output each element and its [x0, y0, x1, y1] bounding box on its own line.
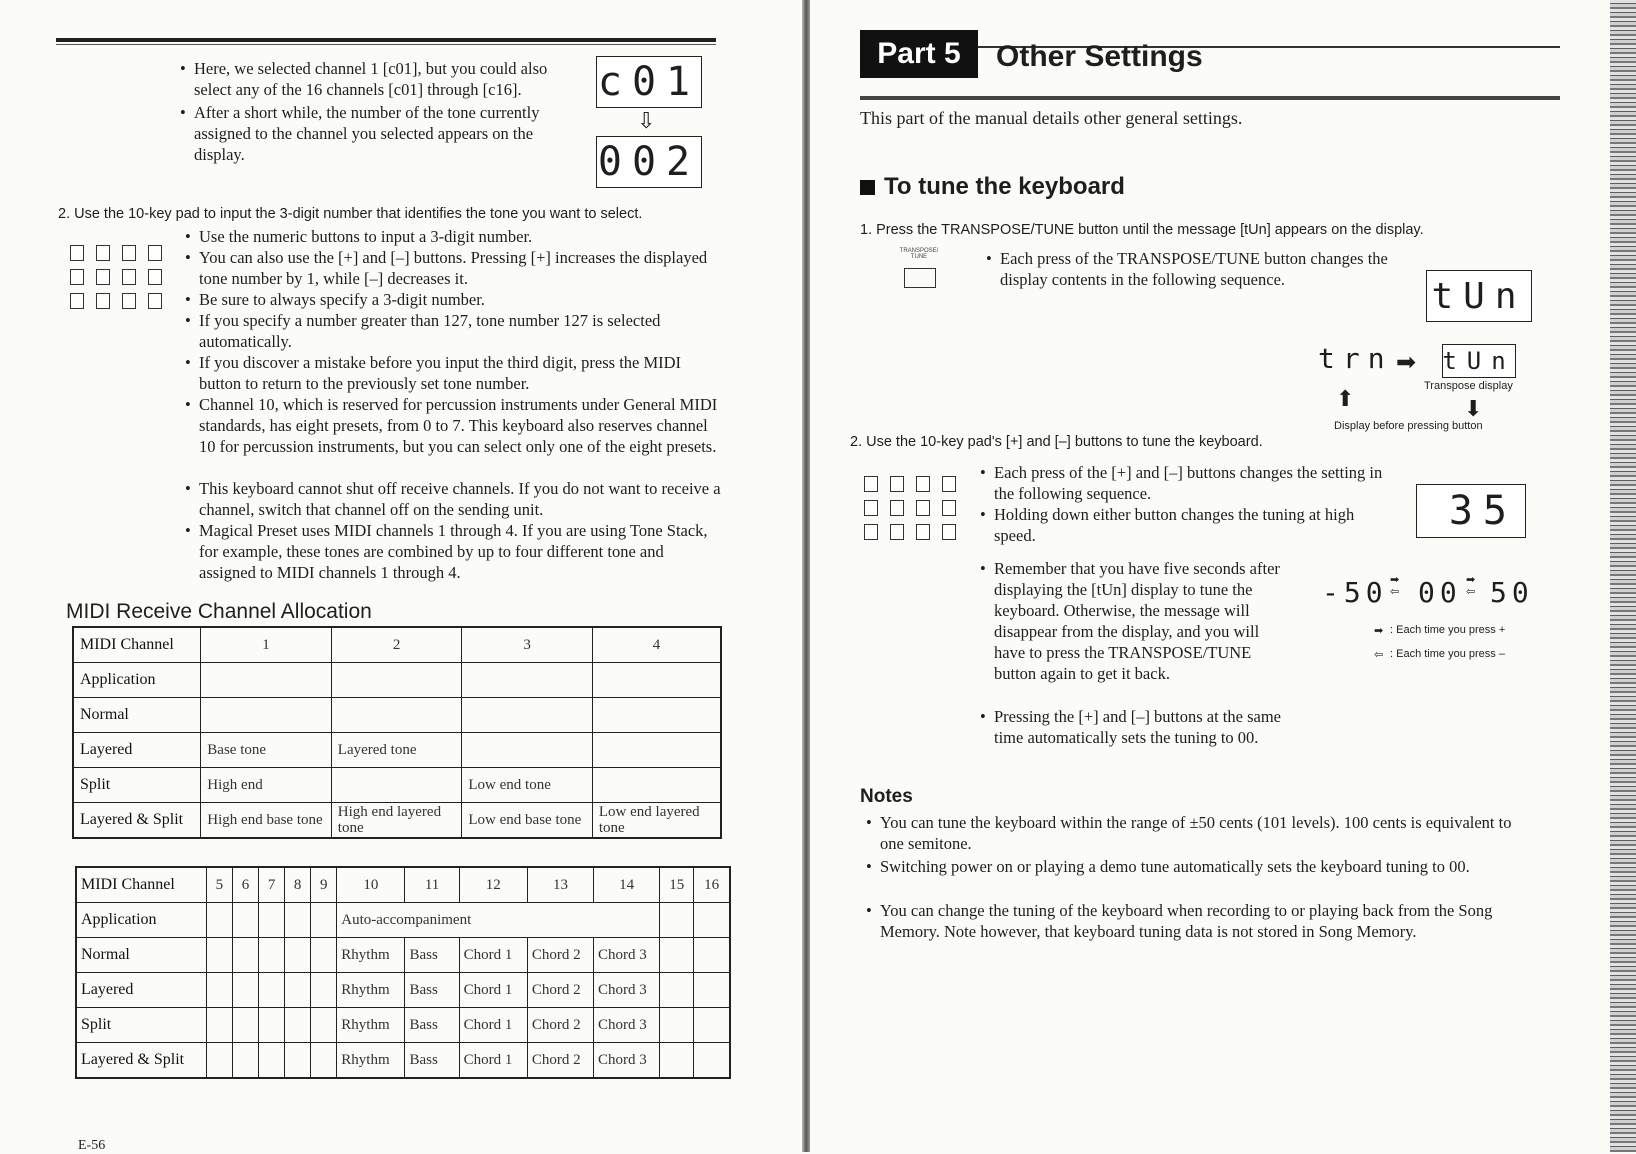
sequence-trn: trn [1318, 342, 1393, 375]
note-power-on: • Switching power on or playing a demo tune automatically sets the keyboard tuning to 00. [880, 856, 1520, 877]
notes-title: Notes [860, 786, 913, 807]
table-title: MIDI Receive Channel Allocation [66, 600, 372, 623]
header-bottom-rule [860, 96, 1560, 100]
intro-text: This part of the manual details other general settings. [860, 108, 1243, 128]
table-row: Normal [73, 698, 721, 733]
book-spine [802, 0, 810, 1152]
midi-table-channels-1-4 [72, 626, 722, 839]
sequence-00: 00 [1418, 576, 1462, 609]
table-row: Application [73, 663, 721, 698]
ten-key-pad-icon [864, 476, 958, 542]
part-title: Other Settings [996, 40, 1203, 73]
transpose-tune-button[interactable] [904, 268, 936, 288]
transpose-tune-button-label: TRANSPOSE/ TUNE [899, 248, 939, 260]
midi-table-channels-5-16 [75, 866, 731, 1079]
top-rule-thin [56, 44, 716, 45]
bullet-tone-appears: • After a short while, the number of the tone currently assigned to the channel you selected appears on the display. [194, 102, 586, 165]
lcd-tun-display: tUn [1426, 270, 1532, 322]
transpose-display-label: Transpose display [1424, 380, 1513, 392]
step-2-instruction: 2. Use the 10-key pad's [+] and [–] buttons to tune the keyboard. [850, 434, 1263, 450]
bullet-plus-minus: • You can also use the [+] and [–] buttons. Pressing [+] increases the displayed tone number by 1, while [–] decreases it. [199, 247, 721, 289]
sequence-50: 50 [1490, 576, 1534, 609]
note-tuning-range: • You can tune the keyboard within the range of ±50 cents (101 levels). 100 cents is equivalent to one semitone. [880, 812, 1520, 854]
table-row: Normal Rhythm Bass Chord 1 Chord 2 Chord 3 [76, 938, 730, 973]
sequence-minus-50: -50 [1322, 576, 1388, 609]
display-before-label: Display before pressing button [1334, 420, 1483, 432]
table-row: Layered Base tone Layered tone [73, 733, 721, 768]
lcd-tone-display: 002 [596, 136, 702, 188]
table-row: Layered & Split High end base tone High end layered tone Low end base tone Low end layered tone [73, 803, 721, 839]
lcd-channel-display: c01 [596, 56, 702, 108]
bullet-pressing-both: • Pressing the [+] and [–] buttons at the same time automatically sets the tuning to 00. [994, 706, 1294, 748]
table-row: MIDI Channel 5 6 7 8 9 10 11 12 13 14 15 16 [76, 867, 730, 903]
part-label: Part 5 [860, 30, 978, 78]
page-number: E-56 [78, 1138, 106, 1153]
lcd-35-display: 35 [1416, 484, 1526, 538]
table-row: Split High end Low end tone [73, 768, 721, 803]
arrow-right-icon: ➡ [1396, 350, 1417, 376]
top-rule [56, 38, 716, 42]
bullet-selected-channel: • Here, we selected channel 1 [c01], but you could also select any of the 16 channels [c01] through [c16]. [194, 58, 586, 100]
table-row: Split Rhythm Bass Chord 1 Chord 2 Chord 3 [76, 1008, 730, 1043]
bullet-numeric-buttons: • Use the numeric buttons to input a 3-digit number. [199, 226, 721, 247]
bullet-each-press-plus-minus: • Each press of the [+] and [–] buttons changes the setting in the following sequence. [994, 462, 1398, 504]
arrow-down-icon: ⇩ [637, 108, 656, 133]
bullet-greater-127: • If you specify a number greater than 127, tone number 127 is selected automatically. [199, 310, 721, 352]
bullet-receive-channels: • This keyboard cannot shut off receive channels. If you do not want to receive a channel, switch that channel off on the sending unit. [199, 478, 721, 520]
ten-key-pad-icon [70, 245, 164, 311]
table-row: MIDI Channel 1 2 3 4 [73, 627, 721, 663]
arrow-down-icon: ⬇ [1464, 396, 1483, 421]
bullet-each-press: • Each press of the TRANSPOSE/TUNE button changes the display contents in the following sequence. [1000, 248, 1408, 290]
bullet-holding-down: • Holding down either button changes the tuning at high speed. [994, 504, 1398, 546]
section-title: To tune the keyboard [884, 173, 1125, 200]
arrow-up-icon: ⬆ [1336, 386, 1355, 411]
note-song-memory: • You can change the tuning of the keyboard when recording to or playing back from the Song Memory. Note however, that keyboard tuning data is not stored in Song Memory. [880, 900, 1520, 942]
bullet-five-seconds: • Remember that you have five seconds after displaying the [tUn] display to tune the keyboard. Otherwise, the message will disappear from the display, and you will have to press the TRANSPOSE/TUNE button again to get it back. [994, 558, 1294, 684]
table-row: Layered & Split Rhythm Bass Chord 1 Chord 2 Chord 3 [76, 1043, 730, 1079]
plus-minus-arrows-icon: ➡ ⇦ [1466, 574, 1476, 598]
minus-arrow-icon: ⇦ [1374, 649, 1384, 661]
table-row: Layered Rhythm Bass Chord 1 Chord 2 Chord 3 [76, 973, 730, 1008]
legend-plus: : Each time you press + [1390, 624, 1506, 636]
plus-minus-arrows-icon: ➡ ⇦ [1390, 574, 1400, 598]
plus-arrow-icon: ➡ [1374, 625, 1384, 637]
sequence-tun: tUn [1442, 344, 1516, 378]
section-bullet-icon [860, 180, 875, 195]
step-2-instruction: 2. Use the 10-key pad to input the 3-digit number that identifies the tone you want to select. [58, 206, 643, 222]
bullet-magical-preset: • Magical Preset uses MIDI channels 1 through 4. If you are using Tone Stack, for example, these tones are combined by up to four different tone and assigned to MIDI channels 1 through 4. [199, 520, 721, 583]
table-row: Application Auto-accompaniment [76, 903, 730, 938]
page-edge [1610, 0, 1636, 1152]
legend-minus: : Each time you press – [1390, 648, 1505, 660]
bullet-mistake: • If you discover a mistake before you input the third digit, press the MIDI button to return to the previously set tone number. [199, 352, 721, 394]
step-1-instruction: 1. Press the TRANSPOSE/TUNE button until the message [tUn] appears on the display. [860, 222, 1424, 238]
bullet-channel-10: • Channel 10, which is reserved for percussion instruments under General MIDI standards, has eight presets, from 0 to 7. This keyboard also reserves channel 10 for percussion instruments, but you can select only one of the eight presets. [199, 394, 721, 457]
bullet-three-digit: • Be sure to always specify a 3-digit number. [199, 289, 721, 310]
